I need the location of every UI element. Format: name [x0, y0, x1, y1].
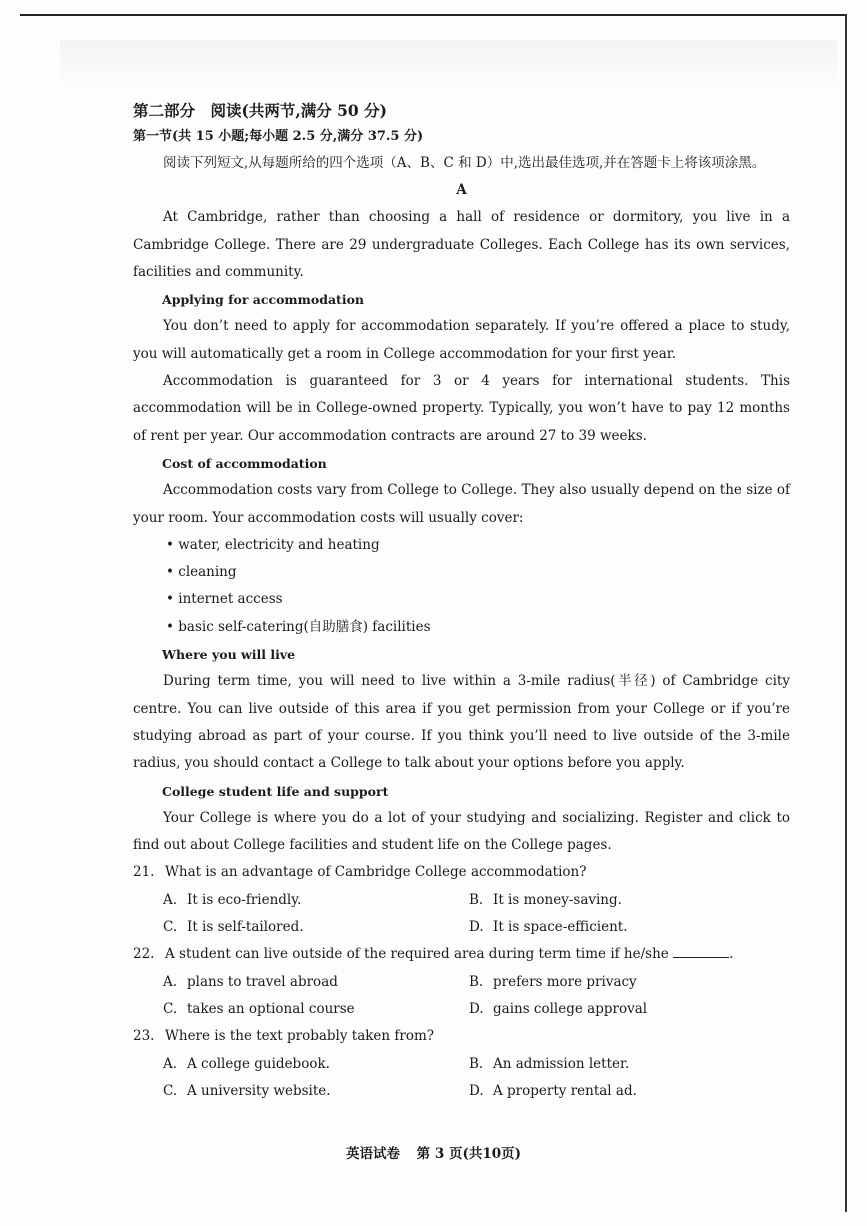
option-text: An admission letter.	[493, 1055, 630, 1072]
option-letter: A.	[163, 1055, 178, 1072]
heading-cost: Cost of accommodation	[162, 455, 327, 471]
option-a[interactable]	[163, 887, 469, 914]
heading-applying: Applying for accommodation	[162, 292, 365, 308]
option-letter: B.	[469, 973, 484, 990]
option-text: A college guidebook.	[187, 1055, 330, 1072]
bullet-item: • internet access	[166, 591, 283, 608]
option-letter: D.	[469, 1000, 484, 1017]
option-d[interactable]	[469, 996, 775, 1023]
directions: 阅读下列短文,从每题所给的四个选项（A、B、C 和 D）中,选出最佳选项,并在答题卡上将该项涂黑。	[163, 155, 766, 171]
answer-blank	[673, 945, 729, 958]
question-number: 23.	[133, 1028, 155, 1045]
option-text: plans to travel abroad	[187, 973, 338, 990]
option-letter: D.	[469, 1082, 484, 1099]
passage-intro: At Cambridge, rather than choosing a hall of residence or dormitory, you live in a Cambridge College. There are 29 undergraduate Colleges. Each College has its own services, facilities and community.	[133, 209, 790, 280]
applying-paragraph-2: Accommodation is guaranteed for 3 or 4 years for international students. This accommodation will be in College-owned property. Typically, you won’t have to pay 12 months of rent per year. Our accommodation contracts are around 27 to 39 weeks.	[133, 373, 790, 444]
heading-where-live: Where you will live	[162, 647, 296, 663]
question-22	[133, 941, 790, 968]
bullet-item: • water, electricity and heating	[166, 536, 380, 553]
life-paragraph: Your College is where you do a lot of your studying and socializing. Register and click to find out about College facilities and student life on the College pages.	[133, 809, 790, 854]
option-letter: A.	[163, 891, 178, 908]
option-text: gains college approval	[493, 1000, 648, 1017]
section-title: 第二部分 阅读(共两节,满分 50 分)	[133, 101, 387, 120]
question-stem-end: .	[729, 946, 734, 963]
option-b[interactable]	[469, 887, 775, 914]
option-text: A property rental ad.	[493, 1082, 637, 1099]
subsection-title: 第一节(共 15 小题;每小题 2.5 分,满分 37.5 分)	[133, 129, 424, 144]
option-text: It is space-efficient.	[493, 919, 628, 936]
option-text: It is money-saving.	[493, 891, 622, 908]
question-21-options	[133, 887, 790, 942]
question-number: 21.	[133, 864, 155, 881]
page-footer	[0, 1142, 867, 1162]
heading-student-life: College student life and support	[162, 783, 389, 799]
option-c[interactable]	[163, 914, 469, 941]
question-23-options	[133, 1051, 790, 1106]
question-23	[133, 1023, 790, 1050]
bullet-item: • basic self-catering(自助膳食) facilities	[166, 618, 431, 635]
right-border-line	[845, 14, 847, 1212]
option-letter: C.	[163, 919, 178, 936]
applying-paragraph-1: You don’t need to apply for accommodation separately. If you’re offered a place to study, you will automatically get a room in College accommodation for your first year.	[133, 318, 790, 362]
option-text: It is eco-friendly.	[187, 891, 302, 908]
question-stem: A student can live outside of the required area during term time if he/she	[165, 946, 669, 963]
top-border-line	[20, 14, 847, 16]
passage-label: A	[456, 182, 467, 199]
cost-paragraph: Accommodation costs vary from College to College. They also usually depend on the size of your room. Your accommodation costs will usually cover:	[133, 482, 790, 526]
live-paragraph: During term time, you will need to live within a 3-mile radius(半径) of Cambridge city centre. You can live outside of this area if you get permission from your College or if you’re studying abroad as part of your course. If you think you’ll need to live outside of the 3-mile radius, you should contact a College to talk about your options before you apply.	[133, 673, 790, 772]
option-c[interactable]	[163, 996, 469, 1023]
question-21	[133, 859, 790, 886]
option-letter: C.	[163, 1082, 178, 1099]
option-a[interactable]	[163, 1051, 469, 1078]
footer-page-number: 第 3 页(共10页)	[416, 1146, 522, 1162]
option-text: prefers more privacy	[493, 973, 637, 990]
option-letter: C.	[163, 1000, 178, 1017]
bullet-item: • cleaning	[166, 564, 237, 581]
option-d[interactable]	[469, 914, 775, 941]
option-letter: B.	[469, 891, 484, 908]
question-stem: What is an advantage of Cambridge College accommodation?	[165, 864, 587, 881]
option-b[interactable]	[469, 969, 775, 996]
option-letter: D.	[469, 919, 484, 936]
option-c[interactable]	[163, 1078, 469, 1105]
option-b[interactable]	[469, 1051, 775, 1078]
option-text: A university website.	[187, 1082, 331, 1099]
question-22-options	[133, 969, 790, 1024]
question-stem: Where is the text probably taken from?	[165, 1028, 435, 1045]
option-text: It is self-tailored.	[187, 919, 304, 936]
option-letter: A.	[163, 973, 178, 990]
page-content	[133, 100, 790, 1105]
question-number: 22.	[133, 946, 155, 963]
question-stem-wrap	[165, 941, 733, 968]
footer-subject: 英语试卷	[345, 1146, 400, 1162]
scan-shading	[60, 40, 837, 86]
option-text: takes an optional course	[187, 1000, 355, 1017]
option-d[interactable]	[469, 1078, 775, 1105]
option-letter: B.	[469, 1055, 484, 1072]
option-a[interactable]	[163, 969, 469, 996]
